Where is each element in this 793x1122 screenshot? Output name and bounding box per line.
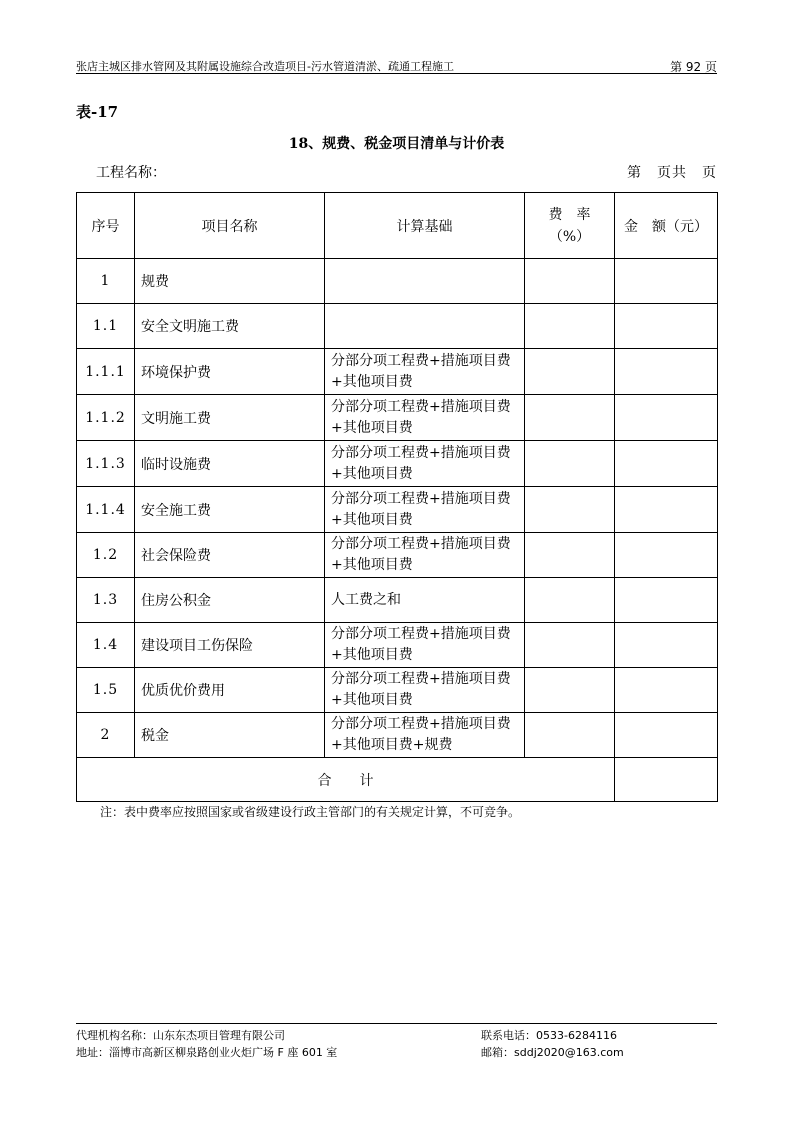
footer-phone: 联系电话：0533-6284116 [481, 1029, 617, 1042]
row-basis: 分部分项工程费+措施项目费+其他项目费 [325, 349, 525, 395]
row-amount [615, 441, 718, 487]
page-header [76, 56, 717, 74]
fee-tax-table [76, 192, 718, 802]
row-amount [615, 395, 718, 441]
footer-agency: 代理机构名称：山东东杰项目管理有限公司 [76, 1029, 285, 1042]
table-row [77, 578, 718, 623]
row-name: 税金 [135, 713, 325, 758]
row-amount [615, 304, 718, 349]
table-row [77, 304, 718, 349]
table-title: 18、规费、税金项目清单与计价表 [288, 136, 505, 152]
row-name: 安全文明施工费 [135, 304, 325, 349]
header-doc-title: 张店主城区排水管网及其附属设施综合改造项目-污水管道清淤、疏通工程施工 [76, 60, 454, 73]
row-name: 规费 [135, 259, 325, 304]
row-no: 1.1.1 [77, 349, 135, 395]
row-no: 1.1.4 [77, 487, 135, 533]
footer-divider [76, 1023, 717, 1024]
row-name: 社会保险费 [135, 533, 325, 578]
col-header-amount: 金 额（元） [615, 193, 718, 259]
row-basis: 分部分项工程费+措施项目费+其他项目费 [325, 533, 525, 578]
row-no: 1.5 [77, 668, 135, 713]
col-header-name: 项目名称 [135, 193, 325, 259]
row-basis [325, 259, 525, 304]
row-basis: 分部分项工程费+措施项目费+其他项目费 [325, 395, 525, 441]
row-no: 1.3 [77, 578, 135, 623]
row-rate [525, 668, 615, 713]
row-rate [525, 578, 615, 623]
table-header-row [77, 193, 718, 259]
table-note: 注：表中费率应按照国家或省级建设行政主管部门的有关规定计算，不可竞争。 [100, 805, 521, 819]
project-name-label: 工程名称： [96, 165, 166, 181]
page-count: 第 页共 页 [627, 165, 717, 181]
col-header-rate-line2: （%） [548, 228, 591, 245]
row-basis: 分部分项工程费+措施项目费+其他项目费 [325, 668, 525, 713]
row-no: 1.4 [77, 623, 135, 668]
row-basis: 分部分项工程费+措施项目费+其他项目费+规费 [325, 713, 525, 758]
row-rate [525, 487, 615, 533]
row-basis: 分部分项工程费+措施项目费+其他项目费 [325, 441, 525, 487]
row-amount [615, 623, 718, 668]
row-rate [525, 395, 615, 441]
row-rate [525, 623, 615, 668]
row-basis: 人工费之和 [325, 578, 525, 623]
total-row [77, 758, 718, 802]
table-row [77, 533, 718, 578]
row-no: 1.1.3 [77, 441, 135, 487]
total-label: 合 计 [77, 758, 615, 802]
row-amount [615, 668, 718, 713]
table-row [77, 668, 718, 713]
row-no: 1 [77, 259, 135, 304]
row-no: 1.2 [77, 533, 135, 578]
col-header-rate [525, 193, 615, 259]
table-row [77, 441, 718, 487]
row-amount [615, 713, 718, 758]
row-rate [525, 533, 615, 578]
table-body [77, 259, 718, 802]
footer-email: 邮箱：sddj2020@163.com [481, 1046, 624, 1059]
row-name: 文明施工费 [135, 395, 325, 441]
table-row [77, 713, 718, 758]
row-amount [615, 487, 718, 533]
footer-address: 地址：淄博市高新区柳泉路创业火炬广场 F 座 601 室 [76, 1046, 338, 1059]
table-row [77, 259, 718, 304]
header-page-number: 第 92 页 [670, 60, 717, 74]
row-no: 1.1.2 [77, 395, 135, 441]
total-amount [615, 758, 718, 802]
row-name: 安全施工费 [135, 487, 325, 533]
row-basis [325, 304, 525, 349]
row-basis: 分部分项工程费+措施项目费+其他项目费 [325, 623, 525, 668]
header-divider [76, 73, 717, 74]
table-row [77, 623, 718, 668]
row-name: 环境保护费 [135, 349, 325, 395]
row-rate [525, 713, 615, 758]
row-amount [615, 578, 718, 623]
row-amount [615, 533, 718, 578]
row-rate [525, 259, 615, 304]
col-header-rate-line1: 费 率 [548, 206, 591, 223]
form-code: 表-17 [76, 103, 119, 121]
row-rate [525, 304, 615, 349]
table-row [77, 349, 718, 395]
row-no: 1.1 [77, 304, 135, 349]
row-name: 临时设施费 [135, 441, 325, 487]
col-header-basis: 计算基础 [325, 193, 525, 259]
col-header-no: 序号 [77, 193, 135, 259]
table-row [77, 395, 718, 441]
row-amount [615, 259, 718, 304]
row-rate [525, 349, 615, 395]
row-rate [525, 441, 615, 487]
row-basis: 分部分项工程费+措施项目费+其他项目费 [325, 487, 525, 533]
row-amount [615, 349, 718, 395]
row-name: 住房公积金 [135, 578, 325, 623]
table-row [77, 487, 718, 533]
row-no: 2 [77, 713, 135, 758]
row-name: 建设项目工伤保险 [135, 623, 325, 668]
row-name: 优质优价费用 [135, 668, 325, 713]
